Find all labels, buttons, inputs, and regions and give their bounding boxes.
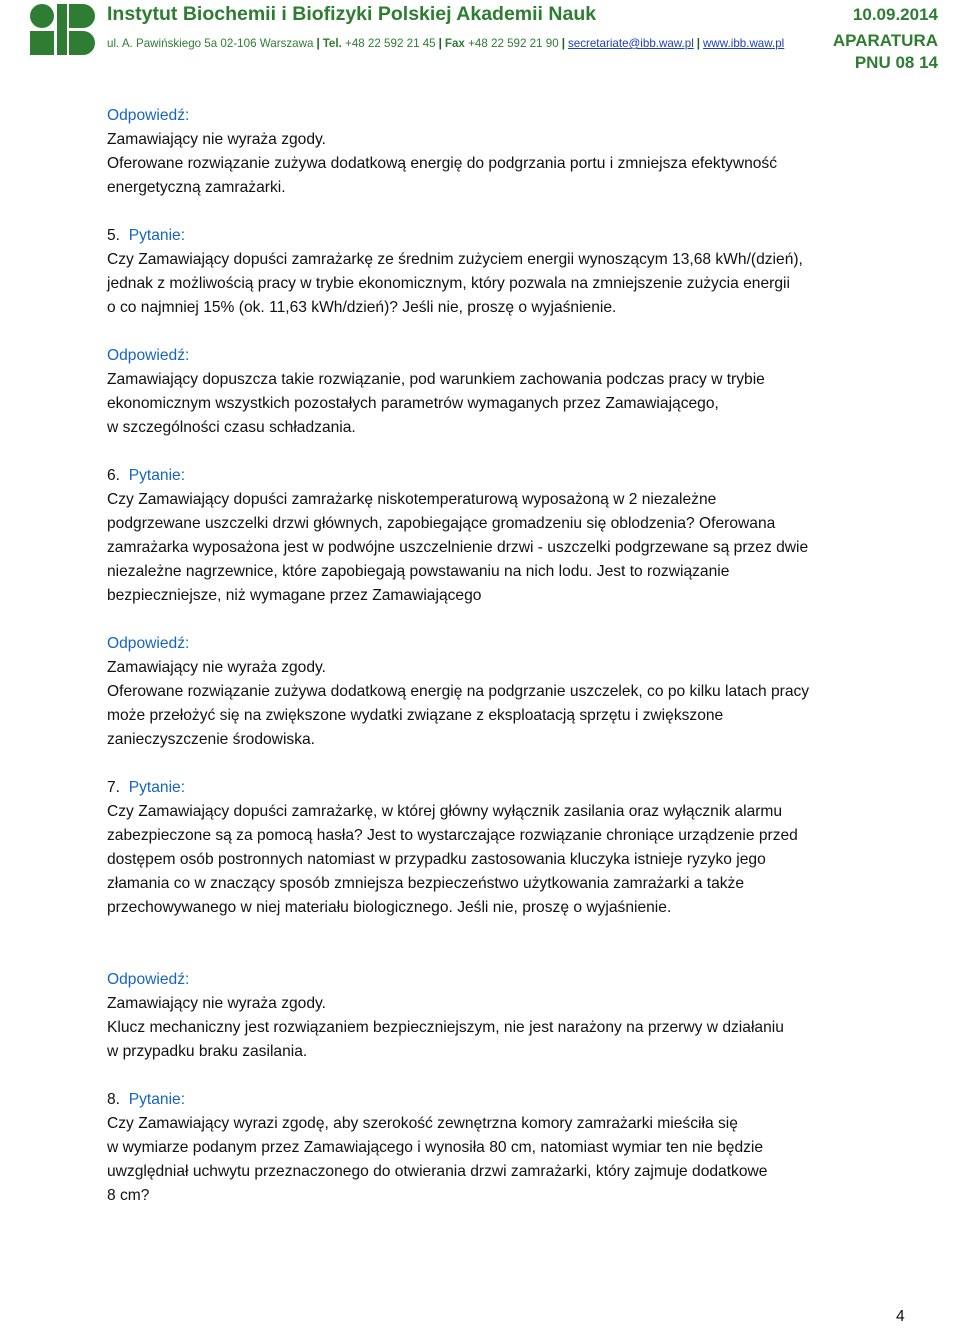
answer-line: Klucz mechaniczny jest rozwiązaniem bezpieczniejszym, nie jest narażony na przerwy w działaniu	[107, 1019, 784, 1036]
question-number: 8.	[107, 1091, 121, 1108]
answer-line: Zamawiający nie wyraża zgody.	[107, 131, 326, 148]
question-label: Pytanie:	[128, 467, 186, 484]
tel-label: Tel.	[322, 37, 342, 50]
question-line: Czy Zamawiający dopuści zamrażarkę, w której główny wyłącznik zasilania oraz wyłącznik alarmu	[107, 803, 783, 820]
question-number: 6.	[107, 467, 121, 484]
question-heading	[107, 464, 922, 488]
answer-line: w przypadku braku zasilania.	[107, 1043, 308, 1060]
tel-number: +48 22 592 21 45	[345, 37, 436, 50]
document-meta	[833, 4, 938, 74]
question-number: 5.	[107, 227, 121, 244]
answer-label: Odpowiedź:	[107, 107, 190, 124]
question-line: przechowywanego w niej materiału biologicznego. Jeśli nie, proszę o wyjaśnienie.	[107, 899, 672, 916]
page-number: 4	[896, 1308, 905, 1325]
question-line: jednak z możliwością pracy w trybie ekonomicznym, który pozwala na zmniejszenie zużycia energii	[107, 275, 790, 292]
question-line: o co najmniej 15% (ok. 11,63 kWh/dzień)? Jeśli nie, proszę o wyjaśnienie.	[107, 299, 617, 316]
answer-line: Oferowane rozwiązanie zużywa dodatkową energię do podgrzania portu i zmniejsza efektywność	[107, 155, 778, 172]
answer-label: Odpowiedź:	[107, 347, 190, 364]
question-line: Czy Zamawiający wyrazi zgodę, aby szerokość zewnętrzna komory zamrażarki mieściła się	[107, 1115, 738, 1132]
question-line: 8 cm?	[107, 1187, 150, 1204]
answer-line: Zamawiający dopuszcza takie rozwiązanie, pod warunkiem zachowania podczas pracy w trybie	[107, 371, 765, 388]
answer-line: może przełożyć się na zwiększone wydatki związane z eksploatacją sprzętu i zwiększone	[107, 707, 724, 724]
question-label: Pytanie:	[128, 227, 186, 244]
answer-line: Zamawiający nie wyraża zgody.	[107, 659, 326, 676]
question-line: Czy Zamawiający dopuści zamrażarkę ze średnim zużyciem energii wynoszącym 13,68 kWh/(dzień),	[107, 251, 803, 268]
question-heading	[107, 776, 922, 800]
question-number: 7.	[107, 779, 121, 796]
question-line: podgrzewane uszczelki drzwi głównych, zapobiegające gromadzeniu się oblodzenia? Oferowana	[107, 515, 776, 532]
answer-line: ekonomicznym wszystkich pozostałych parametrów wymaganych przez Zamawiającego,	[107, 395, 719, 412]
ibb-logo-icon	[28, 2, 100, 56]
question-line: w wymiarze podanym przez Zamawiającego i wynosiła 80 cm, natomiast wymiar ten nie będzie	[107, 1139, 764, 1156]
document-date: 10.09.2014	[852, 5, 938, 24]
answer-line: zanieczyszczenie środowiska.	[107, 731, 316, 748]
question-heading	[107, 1088, 922, 1112]
question-label: Pytanie:	[128, 1091, 186, 1108]
document-category: APARATURA	[832, 31, 938, 50]
answer-line: w szczególności czasu schładzania.	[107, 419, 356, 436]
website-link[interactable]: www.ibb.waw.pl	[703, 37, 785, 50]
answer-label: Odpowiedź:	[107, 971, 190, 988]
question-heading	[107, 224, 922, 248]
address: ul. A. Pawińskiego 5a 02-106 Warszawa	[107, 37, 314, 50]
fax-number: +48 22 592 21 90	[468, 37, 559, 50]
question-line: zamrażarka wyposażona jest w podwójne uszczelnienie drzwi - uszczelki podgrzewane są przez dwie	[107, 539, 809, 556]
document-ref: PNU 08 14	[854, 53, 938, 72]
question-line: dostępem osób postronnych natomiast w przypadku zastosowania kluczyka istnieje ryzyko jego	[107, 851, 766, 868]
answer-line: Oferowane rozwiązanie zużywa dodatkową energię na podgrzanie uszczelek, co po kilku latach pracy	[107, 683, 810, 700]
contact-line: ul. A. Pawińskiego 5a 02-106 Warszawa | Tel. +48 22 592 21 45 | Fax +48 22 592 21 90 | secretariate@ibb.waw.pl | www.ibb.waw.pl	[107, 37, 785, 50]
question-line: zabezpieczone są za pomocą hasła? Jest to wystarczające rozwiązanie chroniące urządzenie przed	[107, 827, 798, 844]
letterhead	[0, 0, 960, 80]
question-line: Czy Zamawiający dopuści zamrażarkę niskotemperaturową wyposażoną w 2 niezależne	[107, 491, 717, 508]
answer-line: Zamawiający nie wyraża zgody.	[107, 995, 326, 1012]
email-link[interactable]: secretariate@ibb.waw.pl	[567, 37, 694, 50]
fax-label: Fax	[444, 37, 465, 50]
question-line: bezpieczniejsze, niż wymagane przez Zamawiającego	[107, 587, 482, 604]
question-line: uwzględniał uchwytu przeznaczonego do otwierania drzwi zamrażarki, który zajmuje dodatkowe	[107, 1163, 768, 1180]
answer-line: energetyczną zamrażarki.	[107, 179, 286, 196]
question-label: Pytanie:	[128, 779, 186, 796]
institute-name: Instytut Biochemii i Biofizyki Polskiej Akademii Nauk	[107, 3, 597, 25]
question-line: złamania co w znaczący sposób zmniejsza bezpieczeństwo użytkowania zamrażarki a także	[107, 875, 745, 892]
answer-label: Odpowiedź:	[107, 635, 190, 652]
document-body	[107, 104, 922, 1208]
question-line: niezależne nagrzewnice, które zapobiegają powstawaniu na nich lodu. Jest to rozwiązanie	[107, 563, 730, 580]
